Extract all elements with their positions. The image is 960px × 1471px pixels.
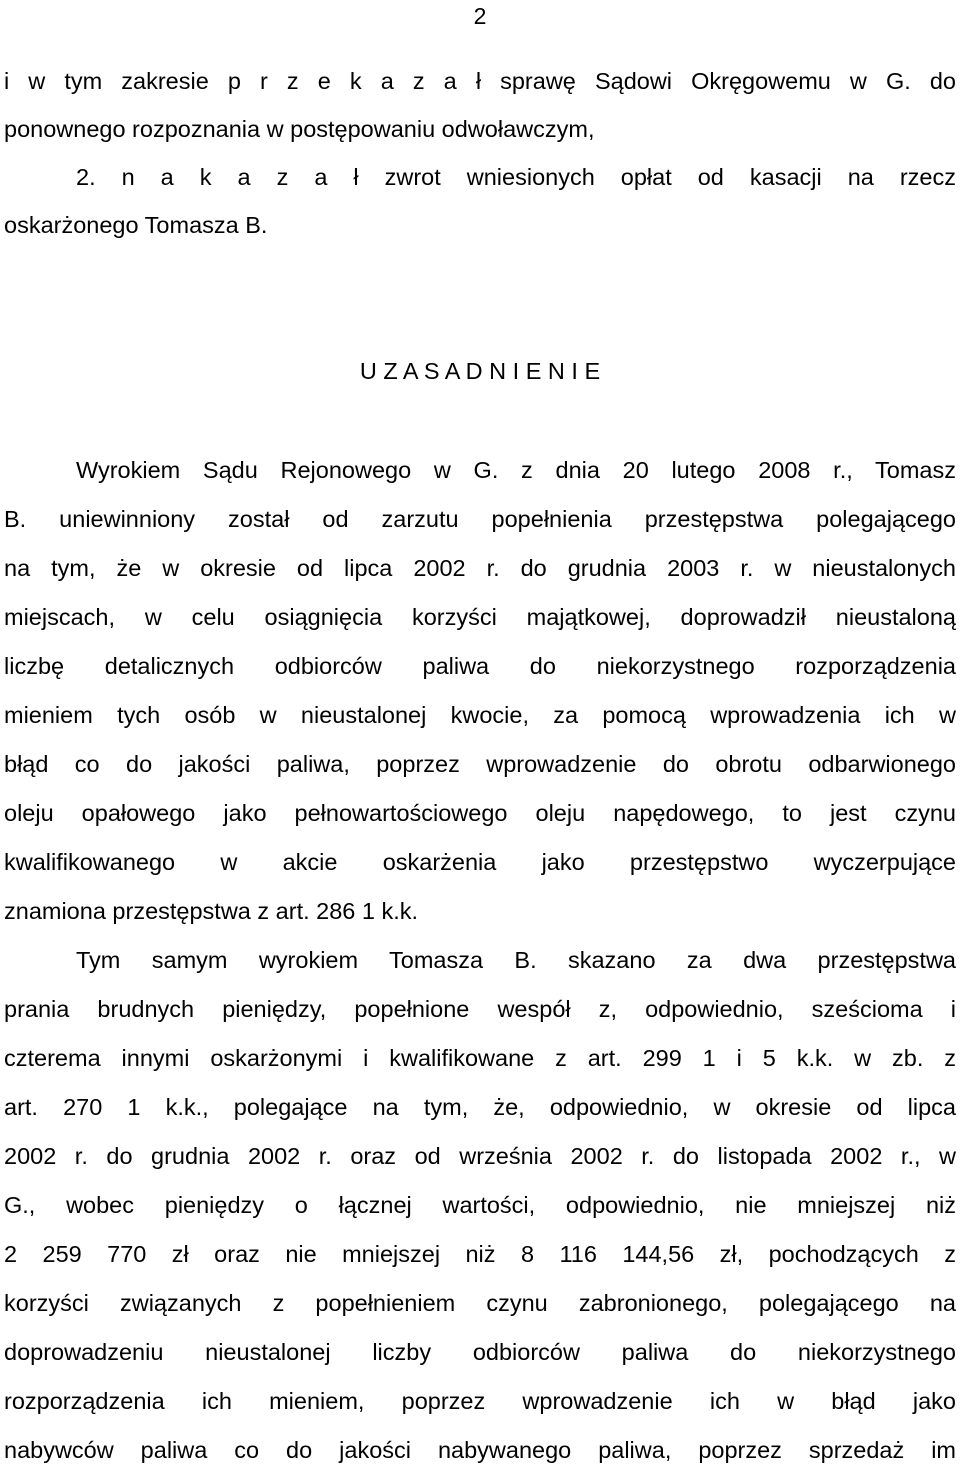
body-line: błąd co do jakości paliwa, poprzez wprowadzenie do obrotu odbarwionego	[4, 751, 956, 777]
intro-line: i w tym zakresie p r z e k a z a ł sprawę Sądowi Okręgowemu w G. do	[4, 68, 956, 94]
body-line: oleju opałowego jako pełnowartościowego oleju napędowego, to jest czynu	[4, 800, 956, 826]
body-line: znamiona przestępstwa z art. 286 1 k.k.	[4, 898, 419, 924]
page-number: 2	[473, 3, 487, 29]
body-line: 2002 r. do grudnia 2002 r. oraz od września 2002 r. do listopada 2002 r., w	[4, 1143, 956, 1169]
body-line: B. uniewinniony został od zarzutu popełnienia przestępstwa polegającego	[4, 506, 956, 532]
body-line: rozporządzenia ich mieniem, poprzez wprowadzenie ich w błąd jako	[4, 1388, 956, 1414]
body-line: kwalifikowanego w akcie oskarżenia jako przestępstwo wyczerpujące	[4, 849, 956, 875]
body-line: czterema innymi oskarżonymi i kwalifikowane z art. 299 1 i 5 k.k. w zb. z	[4, 1045, 956, 1071]
intro-line: oskarżonego Tomasza B.	[4, 212, 268, 238]
body-line: na tym, że w okresie od lipca 2002 r. do grudnia 2003 r. w nieustalonych	[4, 555, 956, 581]
body-line: prania brudnych pieniędzy, popełnione wespół z, odpowiednio, sześcioma i	[4, 996, 956, 1022]
body-line: G., wobec pieniędzy o łącznej wartości, odpowiednio, nie mniejszej niż	[4, 1192, 956, 1218]
body-line: doprowadzeniu nieustalonej liczby odbiorców paliwa do niekorzystnego	[4, 1339, 956, 1365]
intro-line: 2. n a k a z a ł zwrot wniesionych opłat od kasacji na rzecz	[76, 164, 956, 190]
body-line: mieniem tych osób w nieustalonej kwocie, za pomocą wprowadzenia ich w	[4, 702, 956, 728]
section-heading: U Z A S A D N I E N I E	[359, 358, 601, 384]
intro-line: ponownego rozpoznania w postępowaniu odwoławczym,	[4, 116, 595, 142]
body-line: nabywców paliwa co do jakości nabywanego paliwa, poprzez sprzedaż im	[4, 1437, 956, 1463]
body-line: art. 270 1 k.k., polegające na tym, że, odpowiednio, w okresie od lipca	[4, 1094, 956, 1120]
body-line: korzyści związanych z popełnieniem czynu zabronionego, polegającego na	[4, 1290, 956, 1316]
body-line: Tym samym wyrokiem Tomasza B. skazano za dwa przestępstwa	[76, 947, 956, 973]
body-line: 2 259 770 zł oraz nie mniejszej niż 8 116 144,56 zł, pochodzących z	[4, 1241, 956, 1267]
body-line: liczbę detalicznych odbiorców paliwa do niekorzystnego rozporządzenia	[4, 653, 956, 679]
body-line: miejscach, w celu osiągnięcia korzyści majątkowej, doprowadził nieustaloną	[4, 604, 956, 630]
body-line: Wyrokiem Sądu Rejonowego w G. z dnia 20 lutego 2008 r., Tomasz	[76, 457, 956, 483]
